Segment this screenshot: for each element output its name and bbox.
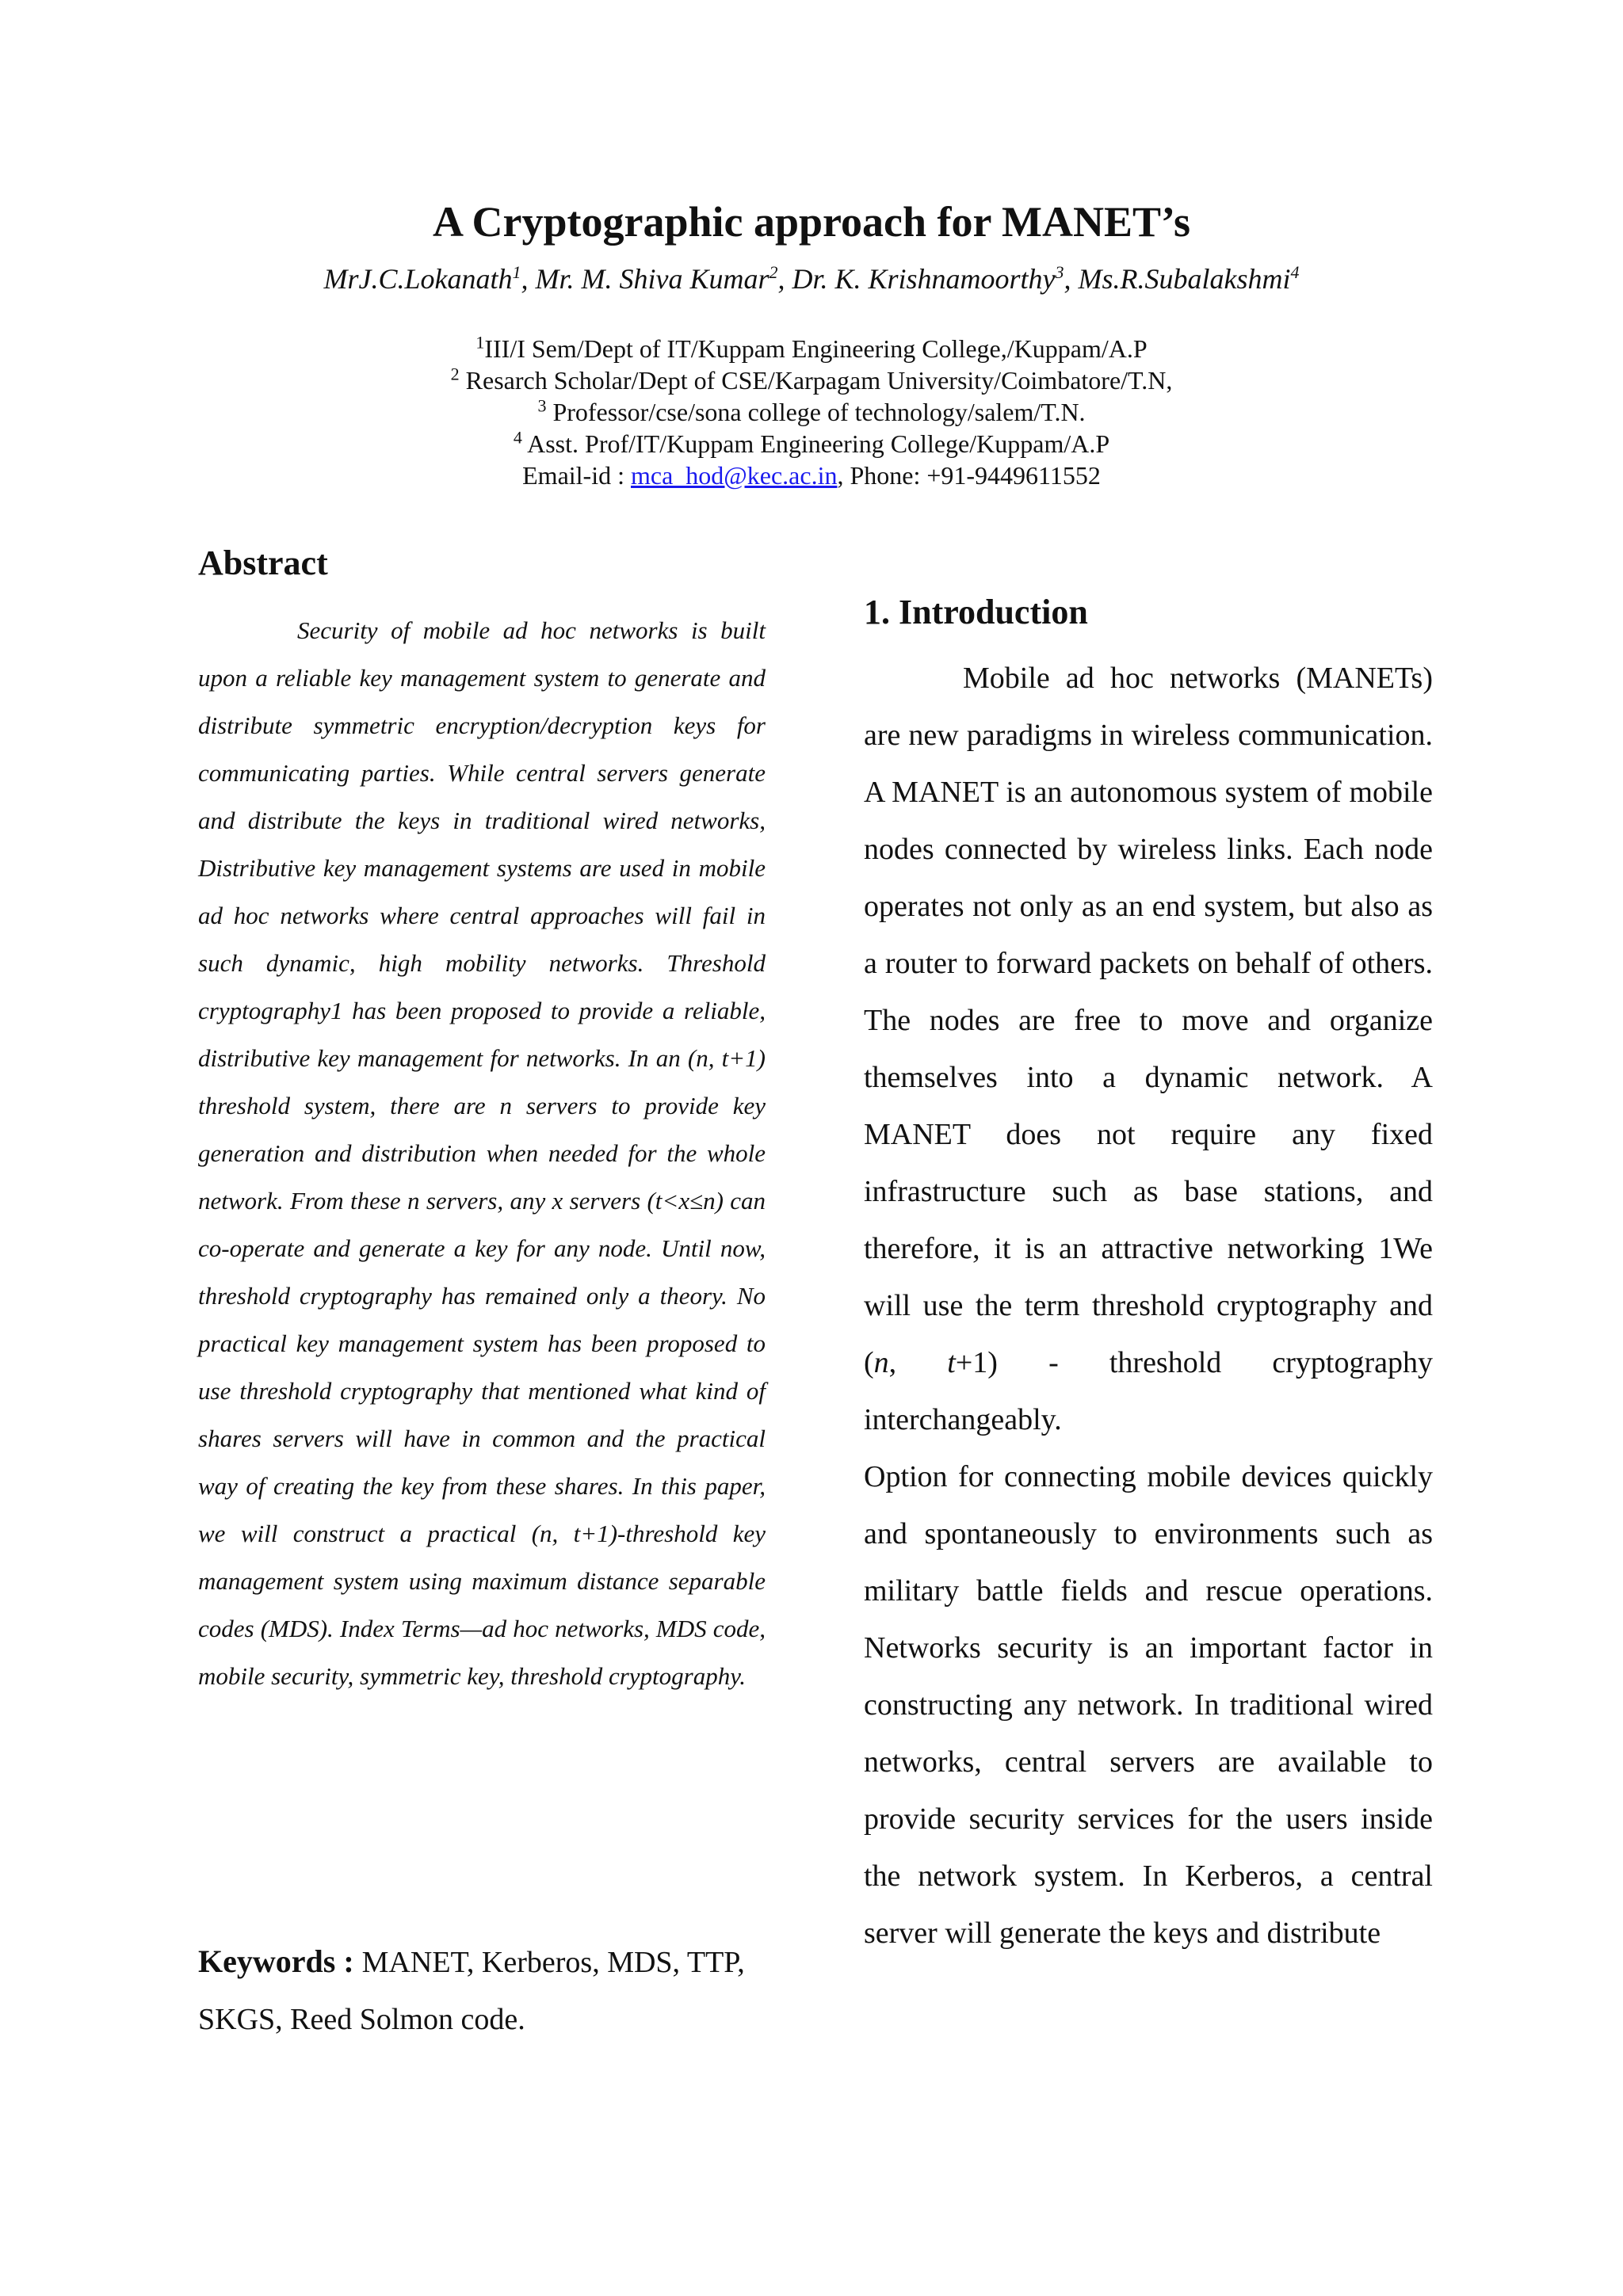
introduction-body (864, 650, 1433, 1962)
introduction-paragraph: Mobile ad hoc networks (MANETs) are new paradigms in wireless communication. A MANET is an autonomous system of mobile nodes connected by wireless links. Each node operates not only as an end system, but also as a router to forward packets on behalf of others. The nodes are free to move and organize themselves into a dynamic network. A MANET does not require any fixed infrastructure such as base stations, and therefore, it is an attractive networking 1We will use the term threshold cryptography and (n, t+1) - threshold cryptography interchangeably. (864, 662, 1434, 1436)
affiliation-block (0, 333, 1623, 491)
contact-line: Email-id : mca_hod@kec.ac.in, Phone: +91-9449611552 (522, 461, 1101, 490)
author-name: Mr. M. Shiva Kumar (535, 263, 769, 295)
affiliation-line: $^2$ Resarch Scholar/Dept of CSE/Karpagam University/Coimbatore/T.N, (450, 364, 1173, 395)
author-sup: 2 (769, 262, 778, 282)
author-name: MrJ.C.Lokanath (323, 263, 513, 295)
author-name: Ms.R.Subalakshmi (1078, 263, 1291, 295)
affiliation-line: $^3$ Professor/cse/sona college of technology/salem/T.N. (537, 395, 1086, 426)
introduction-paragraph: Option for connecting mobile devices quickly and spontaneously to environments such as military battle fields and rescue operations. Networks security is an important factor in constructing any network. In traditional wired networks, central servers are available to provide security services for the users inside the network system. In Kerberos, a central server will generate the keys and distribute (864, 1460, 1433, 1950)
author-list: MrJ.C.Lokanath$^1$, Mr. M. Shiva Kumar$^2$, Dr. K. Krishnamoorthy$^3$, Ms.R.Subalakshmi$^4$ (323, 262, 1300, 295)
author-sup: 1 (512, 262, 521, 282)
email-link[interactable]: mca_hod@kec.ac.in (630, 461, 838, 490)
keywords-label: Keywords : (198, 1943, 362, 1979)
affiliation-line: $^1$III/I Sem/Dept of IT/Kuppam Engineering College,/Kuppam/A.P (475, 332, 1148, 363)
keywords (198, 1933, 766, 2048)
abstract-heading: Abstract (198, 543, 328, 582)
author-name: Dr. K. Krishnamoorthy (792, 263, 1056, 295)
paper-title: A Cryptographic approach for MANET’s (432, 198, 1191, 246)
abstract-text: Security of mobile ad hoc networks is built upon a reliable key management system to generate and distribute symmetric encryption/decryption keys for communicating parties. While central servers generate and distribute the keys in traditional wired networks, Distributive key management systems are used in mobile ad hoc networks where central approaches will fail in such dynamic, high mobility networks. Threshold cryptography1 has been proposed to provide a reliable, distributive key management for networks. In an (n, t+1) threshold system, there are n servers to provide key generation and distribution when needed for the whole network. From these n servers, any x servers (t<x≤n) can co-operate and generate a key for any node. Until now, threshold cryptography has remained only a theory. No practical key management system has been proposed to use threshold cryptography that mentioned what kind of shares servers will have in common and the practical way of creating the key from these shares. In this paper, we will construct a practical (n, t+1)-threshold key management system using maximum distance separable codes (MDS). Index Terms—ad hoc networks, MDS code, mobile security, symmetric key, threshold cryptography. (198, 616, 766, 1690)
author-sup: 3 (1055, 262, 1064, 282)
author-sup: 4 (1290, 262, 1300, 282)
introduction-heading: 1. Introduction (864, 593, 1088, 631)
affiliation-line: $^4$ Asst. Prof/IT/Kuppam Engineering College/Kuppam/A.P (513, 427, 1110, 458)
keywords-text: MANET, Kerberos, MDS, TTP, SKGS, Reed Solmon code. (198, 1946, 745, 2036)
